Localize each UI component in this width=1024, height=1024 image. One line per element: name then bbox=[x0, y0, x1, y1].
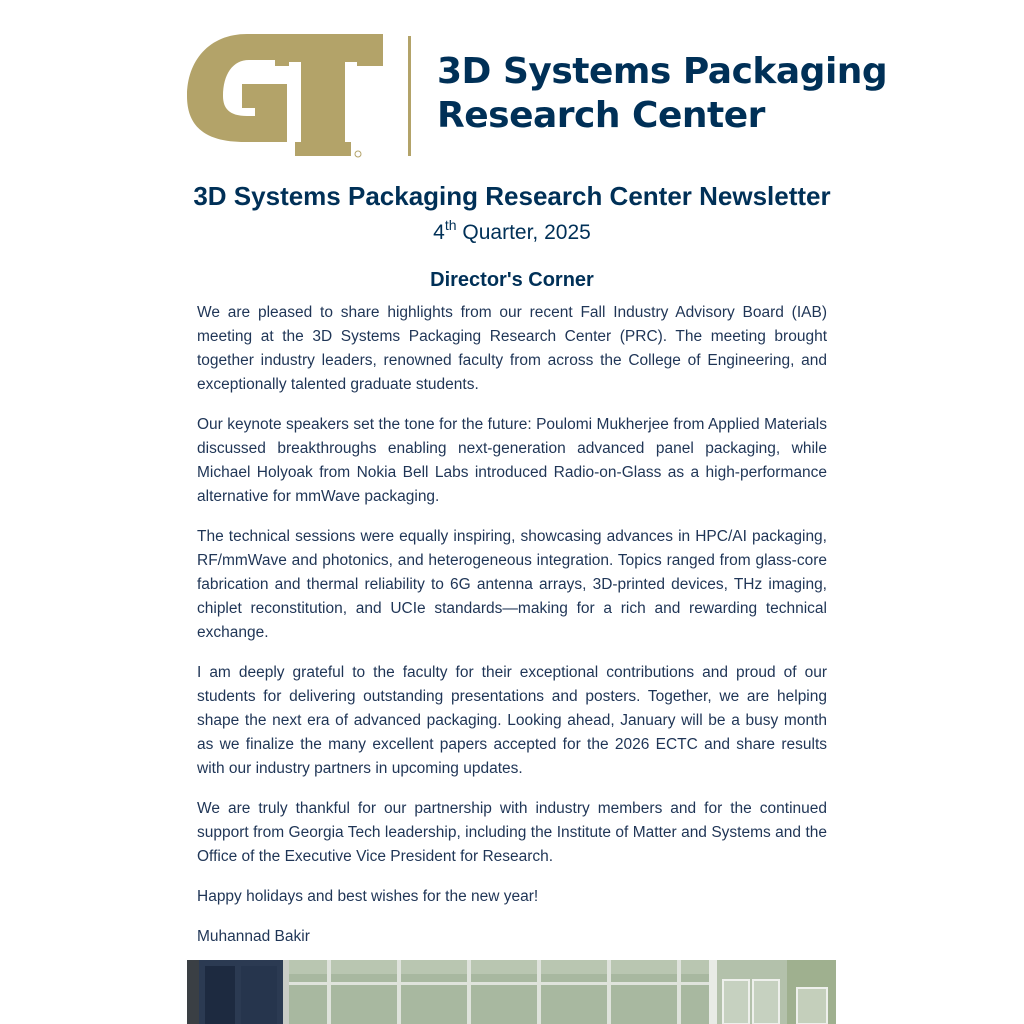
newsletter-title: 3D Systems Packaging Research Center Newsletter bbox=[193, 181, 831, 211]
quarter-number: 4 bbox=[433, 221, 445, 244]
header-divider bbox=[408, 36, 411, 156]
center-name bbox=[437, 50, 888, 138]
center-name-line2: Research Center bbox=[437, 95, 765, 136]
directors-corner-body bbox=[197, 301, 827, 965]
newsletter-header bbox=[187, 34, 888, 158]
paragraph-holiday-wishes: Happy holidays and best wishes for the new year! bbox=[197, 888, 539, 905]
center-name-line1: 3D Systems Packaging bbox=[437, 51, 888, 92]
quarter-rest: Quarter, 2025 bbox=[456, 221, 591, 244]
paragraph-gratitude: I am deeply grateful to the faculty for their exceptional contributions and proud of our students for delivering outstanding presentations and posters. Together, we are helping shape the next era of advanced packaging. Looking ahead, January will be a busy month as we finalize the many excellent papers accepted for the 2026 ECTC and share results with our industry partners in upcoming updates. bbox=[197, 664, 827, 777]
directors-corner-title: Director's Corner bbox=[430, 269, 594, 291]
newsletter-quarter bbox=[0, 216, 1024, 250]
quarter-suffix: th bbox=[444, 217, 457, 233]
paragraph-keynote-speakers: Our keynote speakers set the tone for the future: Poulomi Mukherjee from Applied Materials discussed breakthroughs enabling next-generation advanced panel packaging, while Michael Holyoak from Nokia Bell Labs introduced Radio-on-Glass as a high-performance alternative for mmWave packaging. bbox=[197, 416, 827, 505]
paragraph-technical-sessions: The technical sessions were equally inspiring, showcasing advances in HPC/AI packaging, RF/mmWave and photonics, and heterogeneous integration. Topics ranged from glass-core fabrication and thermal reliability to 6G antenna arrays, 3D-printed devices, THz imaging, chiplet reconstitution, and UCIe standards—making for a rich and rewarding technical exchange. bbox=[197, 528, 827, 641]
paragraph-iab-highlights: We are pleased to share highlights from our recent Fall Industry Advisory Board (IAB) meeting at the 3D Systems Packaging Research Center (PRC). The meeting brought together industry leaders, renowned faculty from across the College of Engineering, and exceptionally talented graduate students. bbox=[197, 304, 827, 393]
paragraph-thanks: We are truly thankful for our partnership with industry members and for the continued support from Georgia Tech leadership, including the Institute of Matter and Systems and the Office of the Executive Vice President for Research. bbox=[197, 800, 827, 865]
signature-name: Muhannad Bakir bbox=[197, 928, 310, 945]
gt-logo bbox=[187, 34, 383, 158]
building-lobby-photo bbox=[187, 960, 836, 1024]
